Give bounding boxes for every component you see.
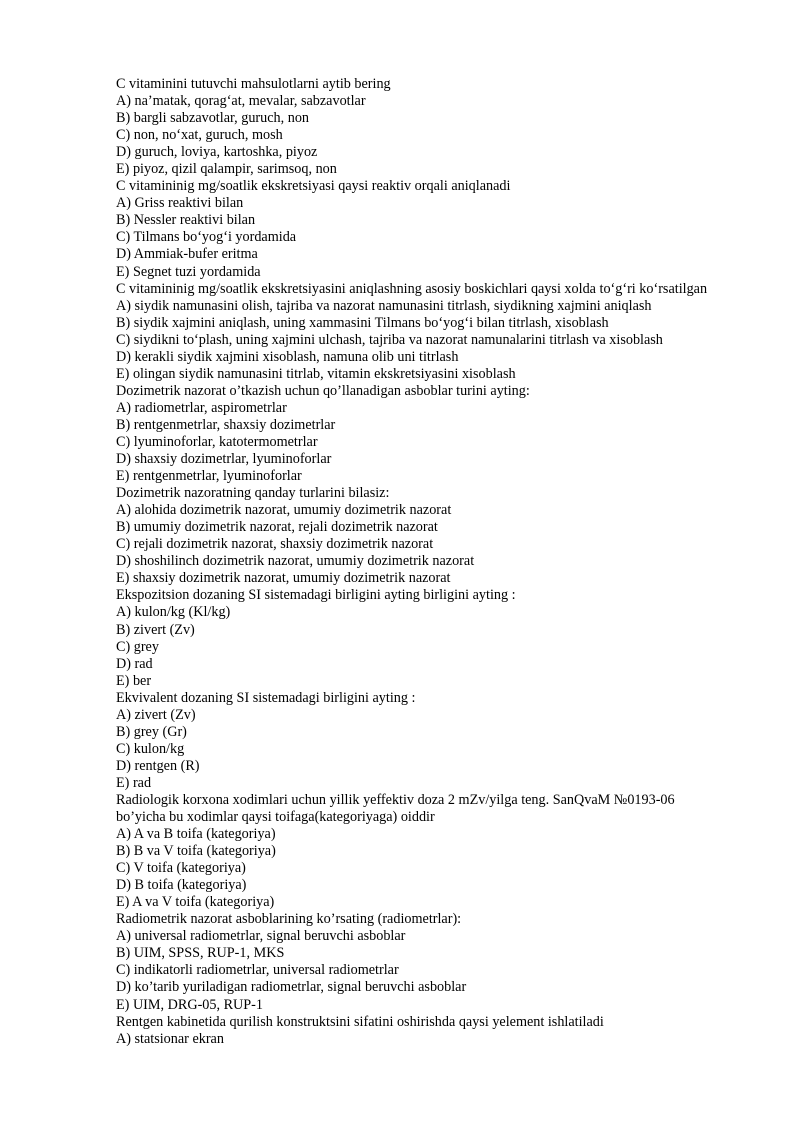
text-line: B) B va V toifa (kategoriya): [116, 843, 276, 860]
document-body: [116, 76, 786, 1048]
text-line: A) A va B toifa (kategoriya): [116, 826, 276, 843]
text-line: C) kulon/kg: [116, 740, 185, 757]
text-line: B) umumiy dozimetrik nazorat, rejali dozimetrik nazorat: [116, 519, 438, 536]
text-line: D) shaxsiy dozimetrlar, lyuminoforlar: [116, 451, 332, 468]
text-line: E) piyoz, qizil qalampir, sarimsoq, non: [116, 161, 337, 178]
text-line: C) indikatorli radiometrlar, universal radiometrlar: [116, 962, 399, 979]
text-line: C vitaminini tutuvchi mahsulotlarni aytib bering: [116, 76, 391, 92]
text-line: C) non, no‘xat, guruch, mosh: [116, 127, 283, 144]
text-line: A) siydik namunasini olish, tajriba va nazorat namunasini titrlash, siydikning xajmini aniqlash: [116, 297, 652, 314]
text-line: B) bargli sabzavotlar, guruch, non: [116, 110, 310, 127]
text-line: C vitamininig mg/soatlik ekskretsiyasini aniqlashning asosiy boskichlari qaysi xolda to‘g‘ri ko‘rsatilgan: [116, 280, 708, 297]
text-line: B) rentgenmetrlar, shaxsiy dozimetrlar: [116, 416, 336, 433]
text-line: D) rentgen (R): [116, 757, 200, 774]
text-line: E) shaxsiy dozimetrik nazorat, umumiy dozimetrik nazorat: [116, 570, 451, 587]
text-line: D) ko’tarib yuriladigan radiometrlar, signal beruvchi asboblar: [116, 979, 467, 996]
text-line: A) statsionar ekran: [116, 1030, 224, 1047]
text-line: C) Tilmans bo‘yog‘i yordamida: [116, 229, 297, 246]
text-line: Ekspozitsion dozaning SI sistemadagi birligini ayting birligini ayting :: [116, 587, 516, 604]
text-line: Radiologik korxona xodimlari uchun yillik yeffektiv doza 2 mZv/yilga teng. SanQvaM №0193-06: [116, 791, 675, 808]
text-line: Rentgen kabinetida qurilish konstruktsini sifatini oshirishda qaysi yelement ishlatiladi: [116, 1013, 604, 1030]
text-line: A) zivert (Zv): [116, 706, 196, 723]
text-line: B) zivert (Zv): [116, 621, 195, 638]
text-line: A) radiometrlar, aspirometrlar: [116, 399, 287, 416]
text-line: E) ber: [116, 672, 152, 689]
text-line: B) UIM, SPSS, RUP-1, MKS: [116, 945, 285, 962]
text-line: Radiometrik nazorat asboblarining ko’rsating (radiometrlar):: [116, 911, 462, 928]
text-line: C) lyuminoforlar, katotermometrlar: [116, 433, 318, 450]
text-line: B) Nessler reaktivi bilan: [116, 212, 256, 229]
text-line: C vitamininig mg/soatlik ekskretsiyasi qaysi reaktiv orqali aniqlanadi: [116, 178, 511, 195]
text-line: E) rad: [116, 774, 152, 791]
text-line: A) alohida dozimetrik nazorat, umumiy dozimetrik nazorat: [116, 502, 452, 519]
text-line: Dozimetrik nazorat o’tkazish uchun qo’llanadigan asboblar turini ayting:: [116, 382, 530, 399]
text-line: E) UIM, DRG-05, RUP-1: [116, 996, 263, 1013]
text-line: D) guruch, loviya, kartoshka, piyoz: [116, 144, 318, 161]
text-line: E) A va V toifa (kategoriya): [116, 894, 275, 911]
text-line: Ekvivalent dozaning SI sistemadagi birligini ayting :: [116, 689, 416, 706]
text-line: E) olingan siydik namunasini titrlab, vitamin ekskretsiyasini xisoblash: [116, 365, 516, 382]
text-line: D) Ammiak-bufer eritma: [116, 246, 258, 263]
text-line: D) B toifa (kategoriya): [116, 877, 247, 894]
text-line: A) Griss reaktivi bilan: [116, 195, 244, 212]
text-line: C) siydikni to‘plash, uning xajmini ulchash, tajriba va nazorat namunalarini titrlash va xisoblash: [116, 331, 663, 348]
text-line: A) na’matak, qorag‘at, mevalar, sabzavotlar: [116, 93, 366, 110]
text-line: B) siydik xajmini aniqlash, uning xammasini Tilmans bo‘yog‘i bilan titrlash, xisoblash: [116, 314, 609, 331]
text-line: D) rad: [116, 655, 153, 672]
text-line: D) kerakli siydik xajmini xisoblash, namuna olib uni titrlash: [116, 348, 459, 365]
text-line: E) Segnet tuzi yordamida: [116, 263, 261, 280]
text-line: D) shoshilinch dozimetrik nazorat, umumiy dozimetrik nazorat: [116, 553, 475, 570]
text-line: B) grey (Gr): [116, 723, 187, 740]
text-line: A) universal radiometrlar, signal beruvchi asboblar: [116, 928, 406, 945]
text-line: C) rejali dozimetrik nazorat, shaxsiy dozimetrik nazorat: [116, 536, 434, 553]
text-line: bo’yicha bu xodimlar qaysi toifaga(kategoriyaga) oiddir: [116, 809, 435, 826]
text-line: C) V toifa (kategoriya): [116, 860, 246, 877]
text-line: E) rentgenmetrlar, lyuminoforlar: [116, 468, 302, 485]
text-line: A) kulon/kg (Kl/kg): [116, 604, 231, 621]
text-line: Dozimetrik nazoratning qanday turlarini bilasiz:: [116, 485, 390, 502]
text-line: C) grey: [116, 638, 159, 655]
